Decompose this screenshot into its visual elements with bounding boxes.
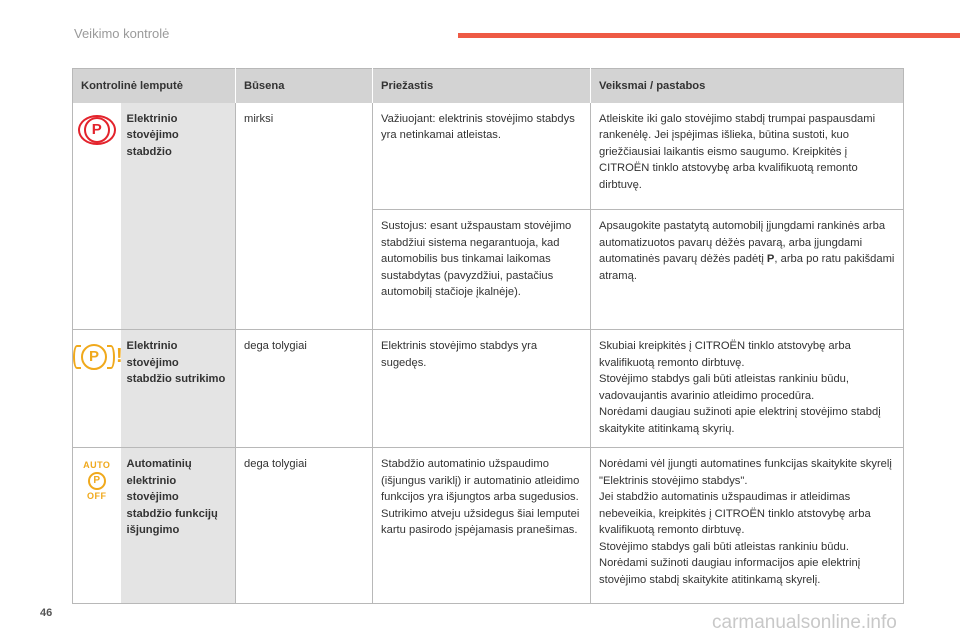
lamp-action bbox=[591, 210, 904, 330]
table-row bbox=[73, 448, 904, 604]
lamp-action: Skubiai kreipkitės į CITROËN tinklo atstovybę arba kvalifikuotą remonto dirbtuvę. Stovėjimo stabdys gali būti atleistas rankiniu būdu, vadovaujantis avarinio atleidimo procedūra. Norėdami daugiau sužinoti apie elektrinį stovėjimo stabdį skaitykite atitinkamą skyrių. bbox=[591, 330, 904, 448]
header-action: Veiksmai / pastabos bbox=[591, 69, 904, 103]
action-text: Apsaugokite pastatytą automobilį įjungdami rankinės arba automatizuotos pavarų dėžės pavarą, arba įjungdami automatinės pavarų dėžės padėtį bbox=[599, 220, 886, 265]
lamp-icon-cell bbox=[73, 103, 121, 330]
watermark: carmanualsonline.info bbox=[712, 612, 897, 633]
gear-position-p: P bbox=[766, 253, 775, 265]
lamp-name: Elektrinio stovėjimo stabdžio bbox=[121, 103, 236, 330]
lamp-icon-cell bbox=[73, 448, 121, 604]
action-text: , arba po ratu pakišdami atramą. bbox=[599, 253, 895, 282]
header-cause: Priežastis bbox=[373, 69, 591, 103]
section-title: Veikimo kontrolė bbox=[74, 26, 170, 41]
parking-brake-fault-icon: P ! bbox=[73, 342, 121, 372]
lamp-state: mirksi bbox=[236, 103, 373, 330]
table-row bbox=[73, 103, 904, 210]
lamp-state: dega tolygiai bbox=[236, 330, 373, 448]
table-header-row bbox=[73, 69, 904, 103]
lamp-name: Elektrinio stovėjimo stabdžio sutrikimo bbox=[121, 330, 236, 448]
red-parking-brake-icon: P bbox=[78, 115, 116, 145]
lamp-cause: Važiuojant: elektrinis stovėjimo stabdys yra netinkamai atleistas. bbox=[373, 103, 591, 210]
table-row bbox=[73, 330, 904, 448]
lamp-icon-cell bbox=[73, 330, 121, 448]
warning-lamp-table bbox=[72, 68, 904, 604]
lamp-cause: Sustojus: esant užspaustam stovėjimo stabdžiui sistema negarantuoja, kad automobilis bus tinkamai laikomas sustabdytas (pavyzdžiui, pastačius automobilį stačioje įkalnėje). bbox=[373, 210, 591, 330]
header-state: Būsena bbox=[236, 69, 373, 103]
header-accent-rule bbox=[458, 33, 960, 38]
auto-off-icon: AUTO P OFF bbox=[83, 460, 111, 501]
header-lamp: Kontrolinė lemputė bbox=[73, 69, 236, 103]
lamp-cause: Elektrinis stovėjimo stabdys yra sugedęs. bbox=[373, 330, 591, 448]
lamp-action: Atleiskite iki galo stovėjimo stabdį trumpai paspausdami rankenėlę. Jei įspėjimas išlieka, būtina sustoti, kuo griežčiausiai laikantis eismo saugumo. Kreipkitės į CITROËN tinklo atstovybę arba kvalifikuotą remonto dirbtuvę. bbox=[591, 103, 904, 210]
lamp-action: Norėdami vėl įjungti automatines funkcijas skaitykite skyrelį "Elektrinis stovėjimo stabdys". Jei stabdžio automatinis užspaudimas ir atleidimas nebeveikia, kreipkitės į CITROËN tinklo atstovybę arba kvalifikuotą remonto dirbtuvę. Stovėjimo stabdys gali būti atleistas rankiniu būdu. Norėdami sužinoti daugiau informacijos apie elektrinį stovėjimo stabdį skaitykite atitinkamą skyrelį. bbox=[591, 448, 904, 604]
lamp-cause: Stabdžio automatinio užspaudimo (išjungus variklį) ir automatinio atleidimo funkcijos yra išjungtos arba sugedusios. Sutrikimo atveju užsidegus šiai lemputei kartu pasirodo įspėjamasis pranešimas. bbox=[373, 448, 591, 604]
page-number: 46 bbox=[40, 607, 53, 619]
lamp-state: dega tolygiai bbox=[236, 448, 373, 604]
lamp-name: Automatinių elektrinio stovėjimo stabdžio funkcijų išjungimo bbox=[121, 448, 236, 604]
